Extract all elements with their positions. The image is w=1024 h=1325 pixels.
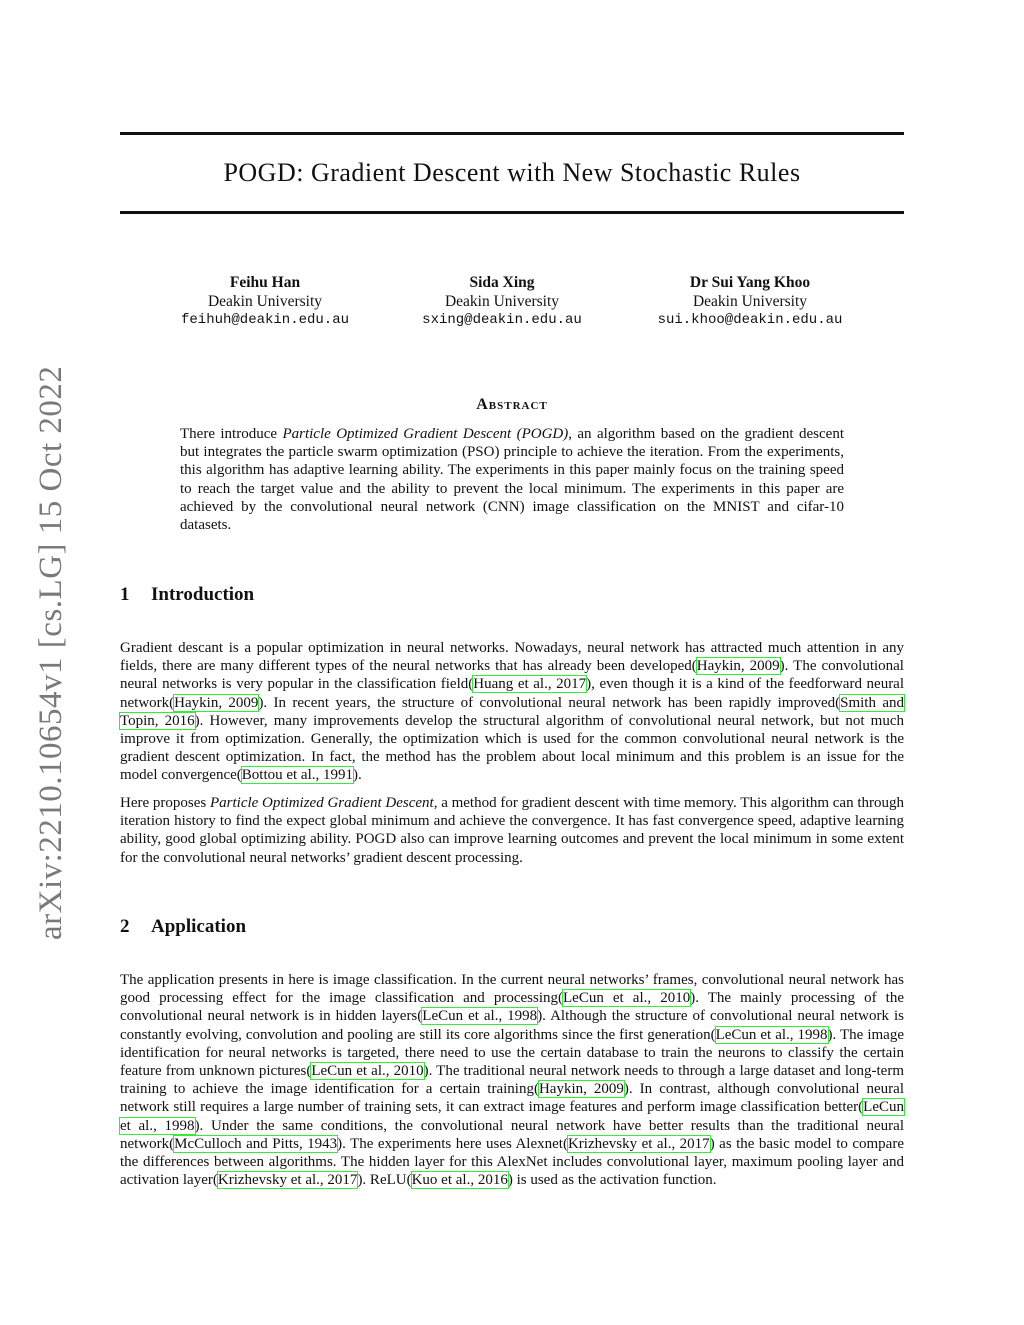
- section-title: Introduction: [151, 584, 255, 605]
- abstract-text-2: , an algorithm based on the gradient descent but integrates the particle swarm optimization (PSO) principle to achieve the iteration. From the experiments, this algorithm has adaptive learning ability. The experiments in this paper mainly focus on the training speed to reach the target value and the ability to prevent the local minimum. The experiments in this paper are achieved by the convolutional neural network (CNN) image classification on the MNIST and cifar-10 datasets.: [180, 426, 844, 534]
- title-rule-top: [120, 132, 904, 135]
- paper-title: POGD: Gradient Descent with New Stochastic Rules: [223, 158, 801, 187]
- text-span: The application presents in here is image classification. In the current neural networks’ frames, convolutional neural network has good processing effect for the image classification and processing(: [120, 972, 904, 1007]
- author-affiliation: Deakin University: [444, 293, 560, 310]
- section-number: 1: [120, 584, 130, 605]
- citation-link[interactable]: Haykin, 2009: [696, 658, 780, 675]
- section-number: 2: [120, 916, 130, 937]
- text-span: ). However, many improvements develop the structural algorithm of convolutional neural network, but not much improve it from optimization. Generally, the optimization which is used for the common convolutional neural network is the gradient descent optimization. In fact, the method has the problem about local minimum and this problem is an issue for the model convergence(: [120, 712, 904, 784]
- abstract-heading-text: Abstract: [476, 396, 548, 413]
- text-span: ). The image identification for neural networks is targeted, there need to use the certain database to train the neurons to classify the certain feature from unknown pictures(: [120, 1026, 904, 1080]
- citation-link[interactable]: Haykin, 2009: [538, 1081, 624, 1098]
- citation-link[interactable]: LeCun et al., 2010: [311, 1063, 424, 1080]
- text-span: ) is used as the activation function.: [507, 1172, 717, 1189]
- citation-link[interactable]: Krizhevsky et al., 2017: [217, 1172, 358, 1189]
- citation-link[interactable]: Kuo et al., 2016: [411, 1172, 508, 1189]
- text-span: ). Under the same conditions, the convolutional neural network have better results than the traditional neural network(: [120, 1117, 905, 1152]
- abstract-method-name: Particle Optimized Gradient Descent (POGD): [282, 426, 569, 442]
- text-span: ), even though it is a kind of the feedforward neural network(: [120, 676, 905, 711]
- abstract-text-1: There introduce: [180, 426, 283, 442]
- author-affiliation: Deakin University: [692, 293, 808, 310]
- author-1: [140, 273, 390, 330]
- citation-link[interactable]: McCulloch and Pitts, 1943: [174, 1135, 338, 1152]
- author-email: sui.khoo@deakin.edu.au: [657, 312, 843, 328]
- text-span: ). In recent years, the structure of convolutional neural network has been rapidly improved(: [258, 694, 841, 711]
- citation-link[interactable]: LeCun et al., 1998: [422, 1008, 538, 1025]
- text-span: Here proposes: [120, 795, 210, 811]
- intro-paragraph-1: [120, 639, 904, 785]
- text-span: Gradient descant is a popular optimization in neural networks. Nowadays, neural network has attracted much attention in any fields, there are many different types of the neural networks that has already been developed(: [120, 640, 904, 675]
- method-name: Particle Optimized Gradient Descent: [209, 795, 434, 811]
- citation-link[interactable]: LeCun et al., 2010: [563, 990, 691, 1007]
- abstract-heading: [120, 396, 904, 414]
- text-span: ). Although the structure of convolutional neural network is constantly evolving, convolution and pooling are still its core algorithms since the first generation(: [120, 1008, 904, 1043]
- arxiv-watermark: arXiv:2210.10654v1 [cs.LG] 15 Oct 2022: [33, 365, 69, 940]
- text-span: ) as the basic model to compare the differences between algorithms. The hidden layer for this AlexNet includes convolutional layer, maximum pooling layer and activation layer(: [120, 1135, 904, 1189]
- intro-paragraph-2: [120, 794, 904, 867]
- abstract-text: [180, 425, 844, 534]
- text-span: ). ReLU(: [357, 1172, 412, 1189]
- text-span: ). The mainly processing of the convolutional neural network is in hidden layers(: [120, 990, 904, 1025]
- citation-link[interactable]: Haykin, 2009: [174, 694, 259, 711]
- citation-link[interactable]: LeCun et al., 1998: [120, 1099, 904, 1134]
- citation-link[interactable]: LeCun et al., 1998: [715, 1026, 828, 1043]
- text-span: ). In contrast, although convolutional neural network still requires a large number of training sets, it can extract image features and perform image classification better(: [120, 1081, 904, 1116]
- text-span: ). The experiments here uses Alexnet(: [337, 1135, 568, 1152]
- author-name: Dr Sui Yang Khoo: [689, 274, 811, 291]
- author-email: sxing@deakin.edu.au: [422, 312, 582, 328]
- citation-link[interactable]: Huang et al., 2017: [473, 676, 587, 693]
- section-heading-application: [120, 916, 246, 938]
- text-span: ).: [353, 767, 362, 784]
- section-heading-introduction: [120, 584, 254, 606]
- author-name: Feihu Han: [229, 274, 301, 291]
- section-title: Application: [151, 916, 247, 937]
- author-3: [625, 273, 875, 330]
- author-block: [120, 273, 904, 333]
- application-paragraph-1: [120, 971, 904, 1189]
- text-span: , a method for gradient descent with time memory. This algorithm can through iteration history to find the expect global minimum and achieve the convergence. It has fast convergence speed, adaptive learning ability, good global optimizing ability. POGD also can improve learning outcomes and prevent the local minimum in some extent for the convolutional neural networks’ gradient descent processing.: [120, 795, 905, 866]
- citation-link[interactable]: Smith and Topin, 2016: [120, 694, 904, 729]
- title-rule-bottom: [120, 211, 904, 214]
- citation-link[interactable]: Bottou et al., 1991: [241, 767, 354, 784]
- text-span: ). The convolutional neural networks is very popular in the classification field(: [120, 658, 904, 693]
- text-span: ). The traditional neural network needs to through a large dataset and long-term training to achieve the image identification for a certain training(: [120, 1063, 904, 1098]
- citation-link[interactable]: Krizhevsky et al., 2017: [567, 1135, 710, 1152]
- author-email: feihuh@deakin.edu.au: [180, 312, 350, 328]
- author-affiliation: Deakin University: [207, 293, 323, 310]
- author-name: Sida Xing: [469, 274, 535, 291]
- author-2: [377, 273, 627, 330]
